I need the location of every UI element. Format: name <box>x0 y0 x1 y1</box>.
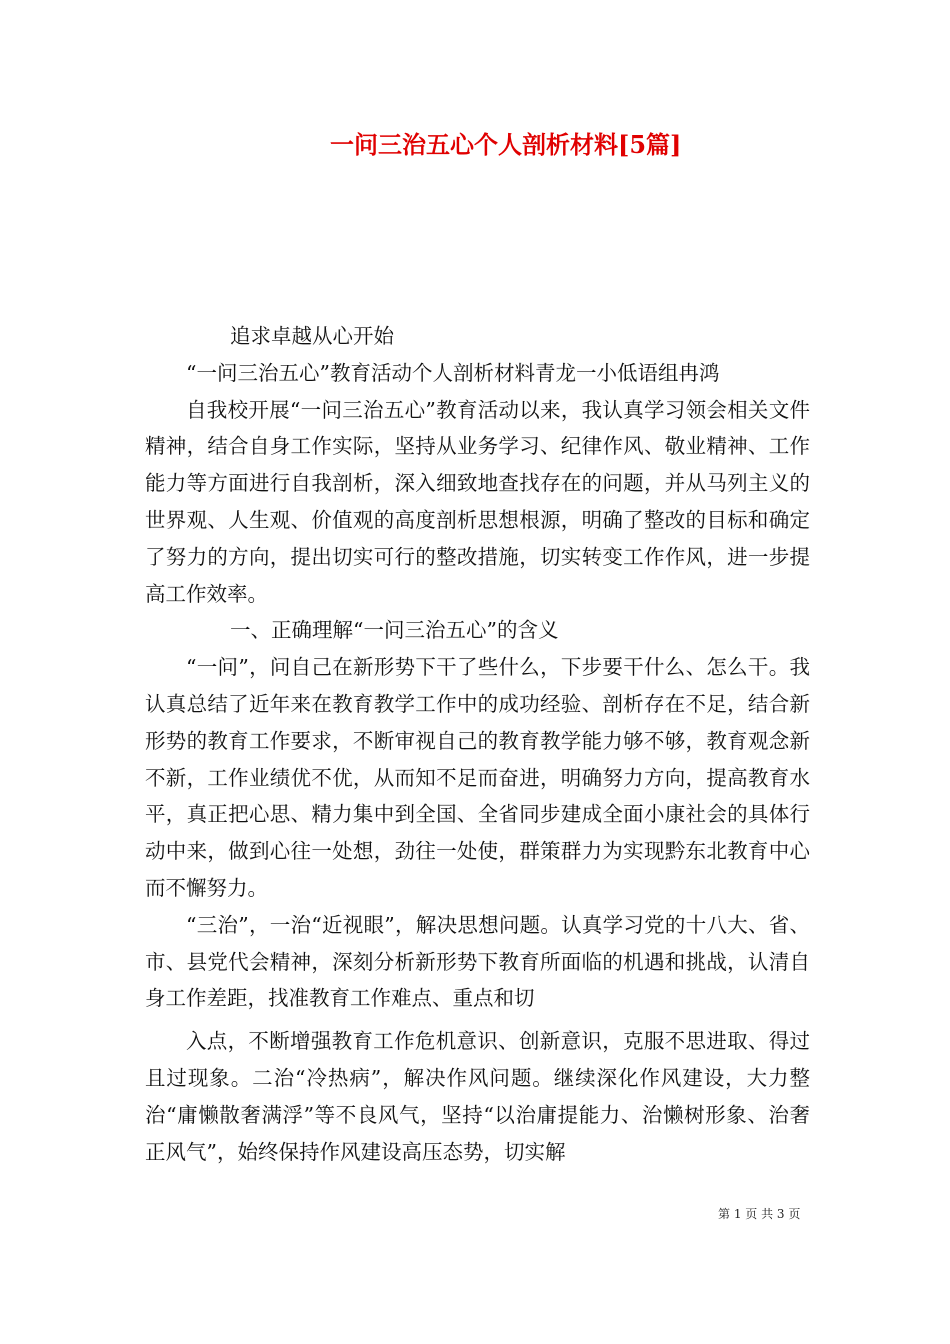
section-heading-one: 一、正确理解“一问三治五心”的含义 <box>230 618 559 643</box>
document-title: 一问三治五心个人剖析材料[5篇] <box>330 130 682 159</box>
paragraph-intro: 自我校开展“一问三治五心”教育活动以来，我认真学习领会相关文件精神，结合自身工作实际，坚持从业务学习、纪律作风、敬业精神、工作能力等方面进行自我剖析，深入细致地查找存在的问题，并从马列主义的世界观、人生观、价值观的高度剖析思想根源，明确了整改的目标和确定了努力的方向，提出切实可行的整改措施，切实转变工作作风，进一步提高工作效率。 <box>145 397 810 606</box>
paragraph-heading-line: “一问三治五心”教育活动个人剖析材料青龙一小低语组冉鸿 <box>186 360 720 385</box>
paragraph-yi-wen: “一问”，问自己在新形势下干了些什么，下步要干什么、怎么干。我认真总结了近年来在教育教学工作中的成功经验、剖析存在不足，结合新形势的教育工作要求，不断审视自己的教育教学能力够不够，教育观念新不新，工作业绩优不优，从而知不足而奋进，明确努力方向，提高教育水平，真正把心思、精力集中到全国、全省同步建成全面小康社会的具体行动中来，做到心往一处想，劲往一处使，群策群力为实现黔东北教育中心而不懈努力。 <box>145 655 810 900</box>
page-number: 第 1 页 共 3 页 <box>718 1207 801 1221</box>
document-body <box>145 318 810 1170</box>
paragraph-continuation: 入点，不断增强教育工作危机意识、创新意识，克服不思进取、得过且过现象。二治“冷热病”，解决作风问题。继续深化作风建设，大力整治“庸懒散奢满浮”等不良风气，坚持“以治庸提能力、治懒树形象、治奢正风气”，始终保持作风建设高压态势，切实解 <box>145 1029 810 1164</box>
paragraph-san-zhi: “三治”，一治“近视眼”，解决思想问题。认真学习党的十八大、省、市、县党代会精神，深刻分析新形势下教育所面临的机遇和挑战，认清自身工作差距，找准教育工作难点、重点和切 <box>145 912 810 1011</box>
paragraph-subtitle: 追求卓越从心开始 <box>230 324 394 348</box>
